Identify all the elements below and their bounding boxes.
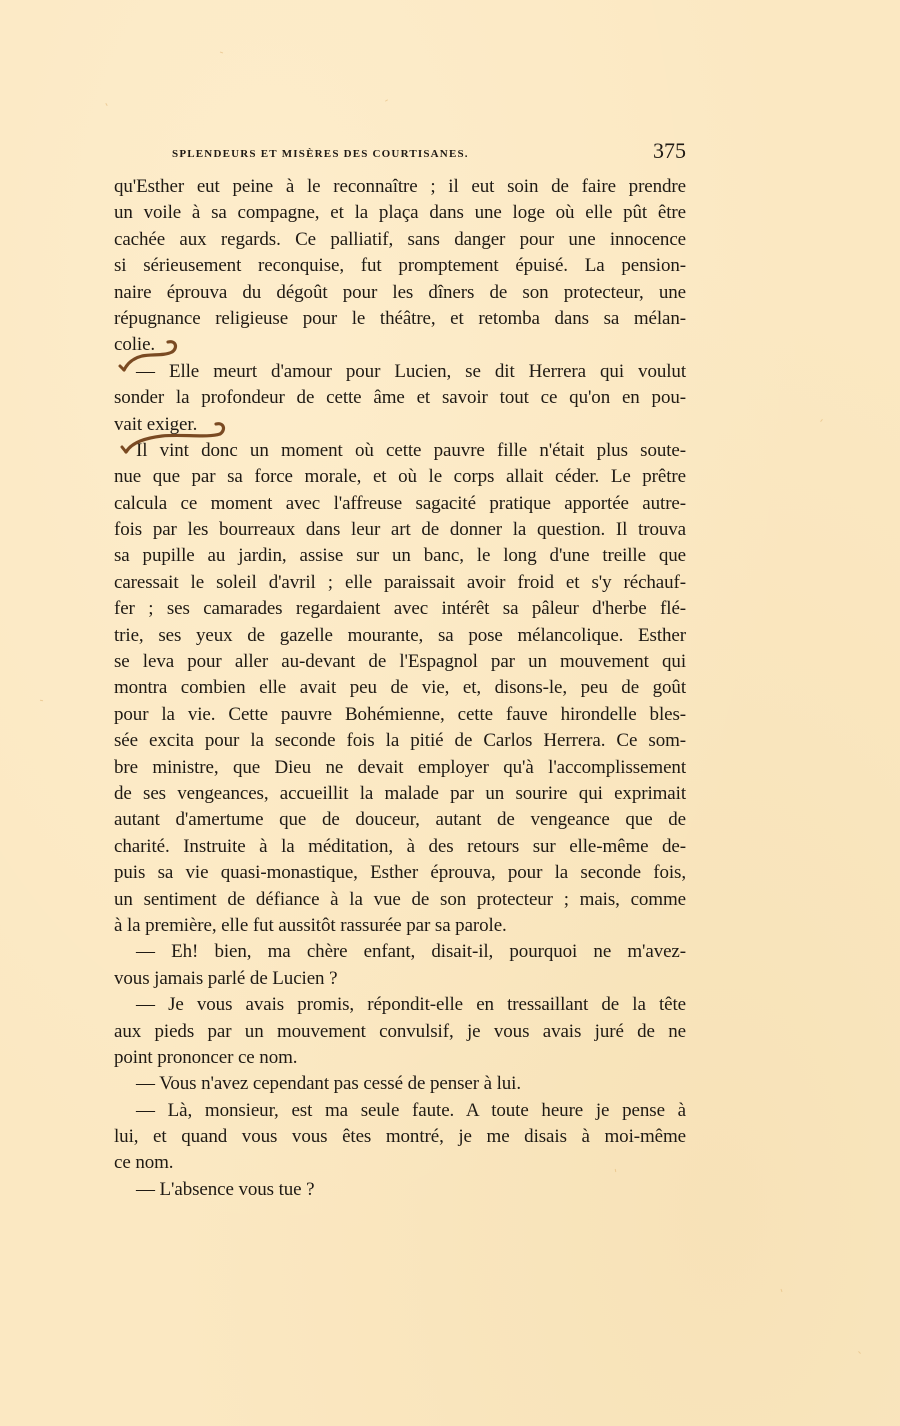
text-line: charité. Instruite à la méditation, à des retours sur elle-même de- [114, 835, 686, 857]
paper-speck [858, 1351, 861, 1354]
text-line: — Eh! bien, ma chère enfant, disait-il, pourquoi ne m'avez- [136, 941, 686, 963]
paper-speck [220, 52, 223, 54]
text-line: — Vous n'avez cependant pas cessé de penser à lui. [136, 1073, 521, 1095]
text-line: sonder la profondeur de cette âme et savoir tout ce qu'on en pou- [114, 387, 686, 409]
text-line: montra combien elle avait peu de vie, et, disons-le, peu de goût [114, 677, 686, 699]
text-line: de ses vengeances, accueillit la malade par un sourire qui exprimait [114, 782, 686, 804]
text-line: — Elle meurt d'amour pour Lucien, se dit Herrera qui voulut [136, 360, 686, 382]
paper-speck [105, 103, 107, 106]
text-line: colie. [114, 334, 156, 356]
running-title: splendeurs et misères des courtisanes. [172, 144, 469, 161]
paper-speck [40, 700, 43, 702]
paper-speck [820, 419, 823, 422]
text-line: — Je vous avais promis, répondit-elle en tressaillant de la tête [136, 994, 686, 1016]
text-line: calcula ce moment avec l'affreuse sagacité pratique apportée autre- [114, 492, 686, 514]
body-text [114, 174, 686, 1203]
text-line: vous jamais parlé de Lucien ? [114, 967, 338, 989]
text-line: caressait le soleil d'avril ; elle paraissait avoir froid et s'y réchauf- [114, 571, 686, 593]
text-line: qu'Esther eut peine à le reconnaître ; il eut soin de faire prendre [114, 176, 686, 197]
text-line: point prononcer ce nom. [114, 1046, 298, 1068]
paper-speck [385, 99, 388, 101]
text-line: bre ministre, que Dieu ne devait employer qu'à l'accomplissement [114, 756, 686, 778]
text-line: — L'absence vous tue ? [136, 1178, 315, 1200]
text-line: cachée aux regards. Ce palliatif, sans danger pour une innocence [114, 228, 686, 250]
text-line: fer ; ses camarades regardaient avec intérêt sa pâleur d'herbe flé- [114, 598, 686, 620]
text-line: pour la vie. Cette pauvre Bohémienne, cette fauve hirondelle bles- [114, 703, 686, 725]
paper-speck [781, 1289, 783, 1292]
text-line: autant d'amertume que de douceur, autant de vengeance que de [114, 809, 686, 831]
text-line: un sentiment de défiance à la vue de son protecteur ; mais, comme [114, 888, 686, 910]
text-line: fois par les bourreaux dans leur art de donner la question. Il trouva [114, 519, 686, 541]
text-line: Il vint donc un moment où cette pauvre fille n'était plus soute- [136, 439, 686, 461]
text-line: un voile à sa compagne, et la plaça dans une loge où elle pût être [114, 202, 686, 224]
running-head [172, 140, 686, 166]
text-line: vait exiger. [114, 413, 198, 435]
text-line: répugnance religieuse pour le théâtre, et retomba dans sa mélan- [114, 307, 686, 329]
text-line: lui, et quand vous vous êtes montré, je me disais à moi-même [114, 1126, 686, 1148]
text-line: nue que par sa force morale, et où le corps allait céder. Le prêtre [114, 466, 686, 488]
text-line: sée excita pour la seconde fois la pitié de Carlos Herrera. Ce som- [114, 730, 686, 752]
text-line: se leva pour aller au-devant de l'Espagnol par un mouvement qui [114, 651, 686, 673]
page-number: 375 [653, 138, 686, 163]
text-line: sa pupille au jardin, assise sur un banc, le long d'une treille que [114, 545, 686, 567]
text-line: puis sa vie quasi-monastique, Esther éprouva, pour la seconde fois, [114, 862, 686, 884]
text-line: aux pieds par un mouvement convulsif, je vous avais juré de ne [114, 1020, 686, 1042]
text-line: si sérieusement reconquise, fut promptement épuisé. La pension- [114, 255, 686, 277]
text-line: trie, ses yeux de gazelle mourante, sa pose mélancolique. Esther [114, 624, 686, 646]
text-line: à la première, elle fut aussitôt rassurée par sa parole. [114, 914, 507, 936]
text-line: — Là, monsieur, est ma seule faute. A toute heure je pense à [136, 1099, 686, 1121]
text-line: naire éprouva du dégoût pour les dîners de son protecteur, une [114, 281, 686, 303]
text-line: ce nom. [114, 1152, 174, 1174]
